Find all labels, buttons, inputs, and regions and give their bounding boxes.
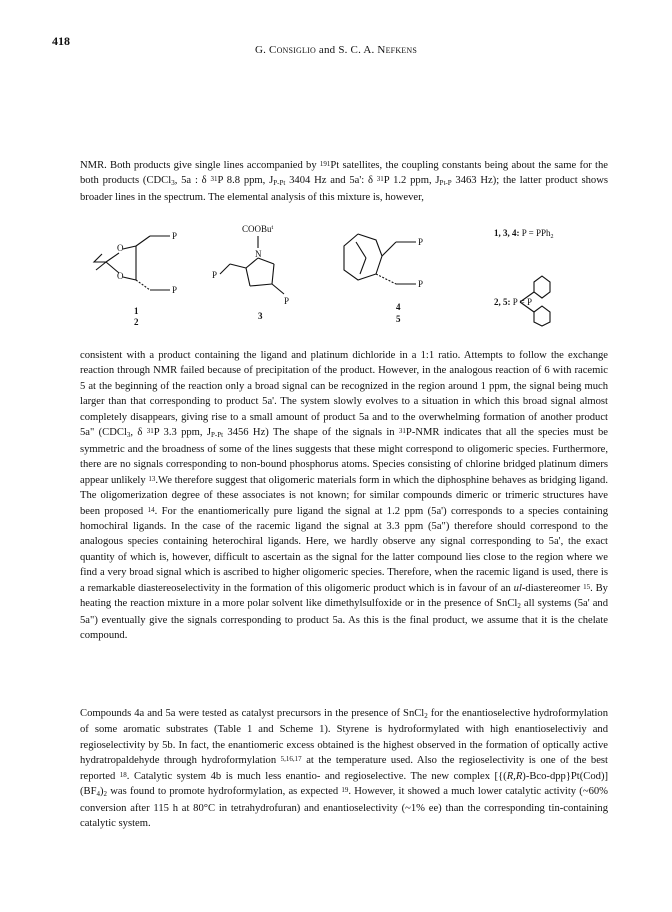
paragraph-3: Compounds 4a and 5a were tested as catalyst precursors in the presence of SnCl$_2$ for the enantioselective hydroformylation of some aromatic substrates (Table 1 and Scheme 1). Styrene is hydroformylated with high enantioselectiviy and regioselectivity by 5b. In fact, the enantiomeric excess obtained is the highest observed in the formation of optically active hydratropaldehyde through hydroformylation $^{5,16,17}$ at the temperature used. Also the regioselectivity is one of the best reported $^{18}$. Catalytic system 4b is much less enantio- and regioselective. The new complex $[\{(R,R)-Bco-dpp\}Pt(Cod)](BF_4)_2$ was found to promote hydroformylation, as expected $^{19}$. However, it showed a much lower catalytic activity (~60% conversion after 115 h at 80°C in tetrahydrofuran) and enantioselectivity (~1% ee) than the corresponding tin-containing catalytic system. <box>80 708 608 830</box>
running-head-onsiglio: onsiglio <box>276 44 316 56</box>
compound-number-2: 2 <box>134 317 139 327</box>
ligand-structures-figure <box>80 218 608 328</box>
ligand1-o-top: O <box>117 243 124 253</box>
running-head <box>0 44 672 56</box>
compound-number-1: 1 <box>134 306 139 316</box>
methyl-left <box>94 254 106 262</box>
page-number: 418 <box>52 34 70 48</box>
legend-1: 1, 3, 4: P = PPh$_2$ <box>494 228 554 240</box>
ligand3-cooBu: COOBu$^t$ <box>242 224 274 234</box>
ligand1-o-bottom: O <box>117 271 124 281</box>
paragraph-1: NMR. Both products give single lines accompanied by $^{191}$Pt satellites, the coupling constants being about the same for the both products (CDCl$_3$, 5a : δ $^{31}$P 8.8 ppm, $J_{P-Pt}$ 3404 Hz and 5a': δ $^{31}$P 1.2 ppm, $J_{Pt-P}$ 3463 Hz); the latter product shows broader lines in the spectrum. The elemental analysis of this mixture is, however, <box>80 160 608 203</box>
ligand3-p-left: P <box>212 270 218 280</box>
compound-number-5: 5 <box>396 314 401 324</box>
compound-number-4: 4 <box>396 302 401 312</box>
ligand1-p-bottom: P <box>172 285 178 295</box>
running-head-g: G. C <box>254 44 277 56</box>
ligand4-p-bottom: P <box>418 279 424 289</box>
ligand4-p-top: P <box>418 237 424 247</box>
ligand3-p-right: P <box>284 296 290 306</box>
legend-2: 2, 5: P = P <box>494 297 533 307</box>
ligand-structures-svg <box>80 218 608 328</box>
ligand1-p-top: P <box>172 231 178 241</box>
paragraph-2: consistent with a product containing the ligand and platinum dichloride in a 1:1 ratio. Attempts to follow the exchange reaction through NMR failed because of precipitation of the product. However, in the analogous reaction of 6 with racemic 5 at the beginning of the reaction only a broad signal can be recognized in the region around 1 ppm, the signal being much larger than that corresponding to product 5a'. The system slowly evolves to a situation in which this broad signal almost completely disappears, giving rise to a small amount of product 5a and to the overwhelming formation of another product 5a" (CDCl$_3$, δ $^{31}$P 3.3 ppm, $J_{P-Pt}$ 3456 Hz) The shape of the signals in $^{31}$P-NMR indicates that all the species must be symmetric and the broadness of some of the lines suggests that these might correspond to oligomeric species. Furthermore, there are no signals corresponding to non-bound phosphorus atoms. Species consisting of chlorine bridged platinum dimers appear unlikely $^{13}$.We therefore suggest that oligomeric materials form in which the diphosphine behaves as bridging ligand. The oligomerization degree of these associates is not known; for similar compounds dimeric or trimeric structures have been proposed $^{14}$. For the enantiomerically pure ligand the signal at 1.2 ppm (5a') corresponds to a species containing homochiral ligands. In the case of the racemic ligand the signal at 3.3 ppm (5a") therefore should correspond to the analogous species containing heterochiral ligands. Here, we hardly observe any signal corresponding to 5a', the exact quantity of which is, however, difficult to ascertain as the signal for the latter compound lies close to the region where we find a very broad signal which is ascribed to higher oligomeric species. Therefore, when the racemic ligand is used, there is a remarkable diastereoselectivity in the formation of this oligomeric product which is in favour of an ul-diastereomer $^{15}$. By heating the reaction mixture in a more polar solvent like dimethylsulfoxide or in the presence of SnCl$_2$ all systems (5a' and 5a") eventually give the signals corresponding to product 5a. As this is the final product, we assume that it is the chelate compound. <box>80 350 609 642</box>
running-head-and: and S. C. A. N <box>315 44 386 56</box>
compound-number-3: 3 <box>258 311 263 321</box>
ligand3-n: N <box>255 249 262 259</box>
running-head-efkens: efkens <box>385 44 418 56</box>
